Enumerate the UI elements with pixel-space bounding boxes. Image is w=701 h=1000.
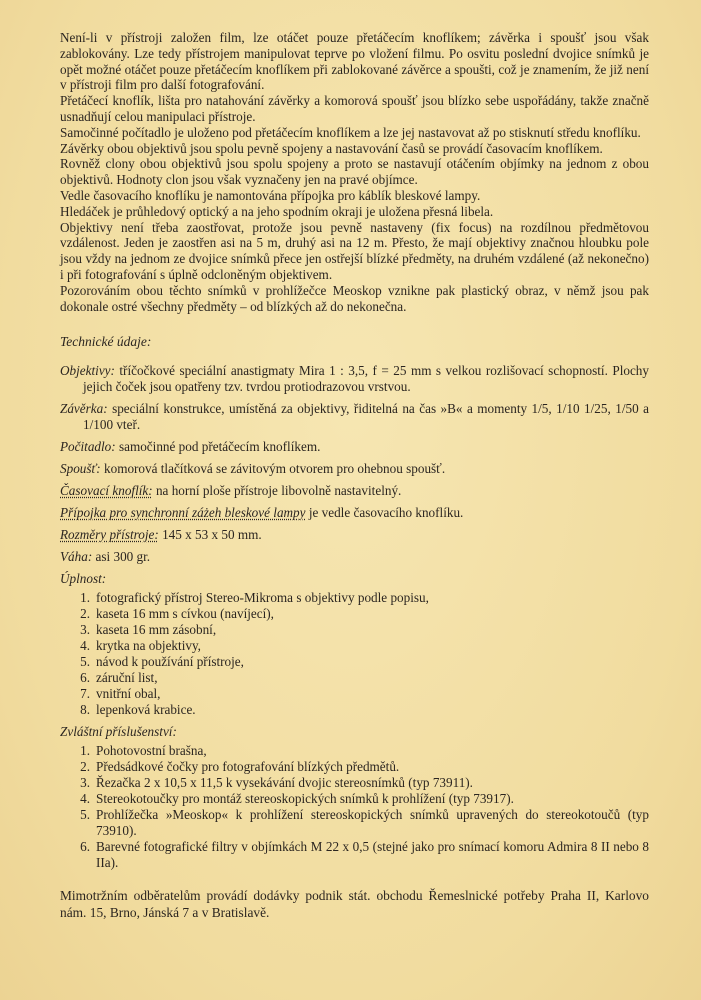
intro-paragraph: Hledáček je průhledový optický a na jeho spodním okraji je uložena přesná libela. — [60, 203, 494, 219]
item-number: 7. — [80, 686, 90, 702]
tech-specs-list — [60, 363, 649, 565]
item-text: záruční list, — [96, 670, 158, 686]
list-item — [60, 807, 649, 839]
item-number: 6. — [80, 839, 90, 855]
item-number: 8. — [80, 702, 90, 718]
spec-dimensions — [60, 527, 649, 543]
intro-paragraph: Vedle časovacího knoflíku je namontována přípojka pro káblík bleskové lampy. — [60, 187, 481, 203]
spec-shutter — [60, 401, 649, 433]
item-text: fotografický přístroj Stereo-Mikroma s objektivy podle popisu, — [96, 590, 429, 606]
spec-flash-sync — [60, 505, 649, 521]
spec-label: Objektivy: — [60, 363, 115, 379]
list-item — [60, 638, 649, 654]
intro-section — [60, 30, 649, 314]
list-item — [60, 622, 649, 638]
item-text: návod k používání přístroje, — [96, 654, 244, 670]
spec-label: Rozměry přístroje: — [60, 527, 159, 543]
spec-label: Počitadlo: — [60, 439, 116, 455]
spec-text: komorová tlačítková se závitovým otvorem pro ohebnou spoušť. — [100, 461, 446, 477]
spec-text: tříčočkové speciální anastigmaty Mira 1 : 3,5, f = 25 mm s velkou rozlišovací schopností. Plochy jejich čoček jsou opatřeny tzv. tvrdou protiodrazovou vrstvou. — [83, 363, 649, 395]
completeness-heading: Úplnost: — [60, 571, 107, 587]
spec-counter — [60, 439, 649, 455]
intro-paragraph: Závěrky obou objektivů jsou spolu pevně spojeny a nastavování časů se provádí časovacím knoflíkem. — [60, 140, 603, 156]
item-number: 6. — [80, 670, 90, 686]
spec-label: Přípojka pro synchronní záżeh bleskové lampy — [60, 505, 306, 521]
intro-paragraph: Přetáčecí knoflík, lišta pro natahování závěrky a komorová spoušť jsou blízko sebe uspořádány, takže značně usnadňují celou manipulaci přístroje. — [60, 93, 649, 124]
spec-text: speciální konstrukce, umístěná za objektivy, řiditelná na čas »B« a momenty 1/5, 1/10 1/25, 1/50 a 1/100 vteř. — [83, 401, 649, 433]
intro-paragraph: Objektivy není třeba zaostřovat, protože jsou pevně nastaveny (fix focus) na rozdílnou předmětovou vzdálenost. Jeden je zaostřen asi na 5 m, druhý asi na 12 m. Přesto, že mají objektivy značnou hloubku pole jsou vždy na jednom ze dvojice snímků přece jen ostřejší blízké předměty, na druhém vzdálené (až nekonečno) i při fotografování s úplně odcloněným objektivem. — [60, 219, 649, 282]
spec-label: Závěrka: — [60, 401, 108, 417]
list-item — [60, 670, 649, 686]
spec-lenses — [60, 363, 649, 395]
list-item — [60, 702, 649, 718]
completeness-list — [60, 590, 649, 718]
item-number: 5. — [80, 654, 90, 670]
item-number: 4. — [80, 791, 90, 807]
spec-label: Spoušť: — [60, 461, 101, 477]
list-item — [60, 686, 649, 702]
item-number: 2. — [80, 606, 90, 622]
item-text: kaseta 16 mm zásobní, — [96, 622, 217, 638]
item-text: krytka na objektivy, — [96, 638, 201, 654]
item-number: 1. — [80, 590, 90, 606]
list-item — [60, 606, 649, 622]
list-item — [60, 590, 649, 606]
item-text: lepenková krabice. — [96, 702, 196, 718]
item-number: 5. — [80, 807, 90, 823]
spec-text: na horní ploše přístroje libovolně nastavitelný. — [152, 483, 402, 499]
accessories-list — [60, 743, 649, 871]
item-text: Řezačka 2 x 10,5 x 11,5 k vysekávání dvojic stereosnímků (typ 73911). — [96, 775, 473, 791]
spec-text: samočinné pod přetáčecím knoflíkem. — [115, 439, 321, 455]
intro-paragraph: Pozorováním obou těchto snímků v prohlížečce Meoskop vznikne pak plastický obraz, v němž jsou pak dokonale ostré všechny předměty – od blízkých až do nekonečna. — [60, 282, 649, 314]
item-number: 2. — [80, 759, 90, 775]
spec-weight — [60, 549, 649, 565]
list-item — [60, 654, 649, 670]
list-item — [60, 743, 649, 759]
intro-paragraph: Samočinné počítadlo je uloženo pod přetáčecím knoflíkem a lze jej nastavovat až po stisknutí středu knoflíku. — [60, 124, 641, 140]
spec-release — [60, 461, 649, 477]
distribution-note: Mimotržním odběratelům provádí dodávky podnik stát. obchodu Řemeslnické potřeby Praha II, Karlovo nám. 15, Brno, Jánská 7 a v Bratislavě. — [60, 888, 649, 921]
spec-timer-knob — [60, 483, 649, 499]
intro-paragraph: Není-li v přístroji založen film, lze otáčet pouze přetáčecím knoflíkem; závěrka i spoušť jsou však zablokovány. Lze tedy přístrojem manipulovat teprve po vložení filmu. Po osvitu poslední dvojice snímků je opět možné otáčet pouze přetáčecím knoflíkem při zablokované závěrce a spoušti, což je znamením, že již není v přístroji film pro další fotografování. — [60, 30, 649, 93]
spec-text: asi 300 gr. — [92, 549, 151, 565]
item-text: vnitřní obal, — [96, 686, 161, 702]
spec-text: 145 x 53 x 50 mm. — [158, 527, 262, 543]
intro-paragraph: Rovněž clony obou objektivů jsou spolu spojeny a proto se nastavují otáčením objímky na jednom z obou objektivů. Hodnoty clon jsou však vyznačeny jen na pravé objímce. — [60, 156, 649, 188]
item-number: 4. — [80, 638, 90, 654]
list-item — [60, 759, 649, 775]
item-text: Předsádkové čočky pro fotografování blízkých předmětů. — [96, 759, 400, 775]
list-item — [60, 839, 649, 871]
list-item — [60, 775, 649, 791]
item-number: 1. — [80, 743, 90, 759]
spec-text: je vedle časovacího knoflíku. — [305, 505, 464, 521]
spec-label: Váha: — [60, 549, 93, 565]
item-text: Pohotovostní brašna, — [96, 743, 207, 759]
item-text: Prohlížečka »Meoskop« k prohlížení stereoskopických snímků upravených do stereokotoučů (typ 73910). — [96, 807, 649, 839]
item-number: 3. — [80, 622, 90, 638]
accessories-heading: Zvláštní příslušenství: — [60, 724, 177, 740]
item-text: Barevné fotografické filtry v objímkách M 22 x 0,5 (stejné jako pro snímací komoru Admira 8 II nebo 8 IIa). — [96, 839, 649, 871]
item-text: kaseta 16 mm s cívkou (navíjecí), — [96, 606, 274, 622]
tech-specs-heading: Technické údaje: — [60, 334, 152, 350]
spec-label: Časovací knoflík: — [60, 483, 153, 499]
item-number: 3. — [80, 775, 90, 791]
list-item — [60, 791, 649, 807]
item-text: Stereokotoučky pro montáž stereoskopických snímků k prohlížení (typ 73917). — [96, 791, 514, 807]
